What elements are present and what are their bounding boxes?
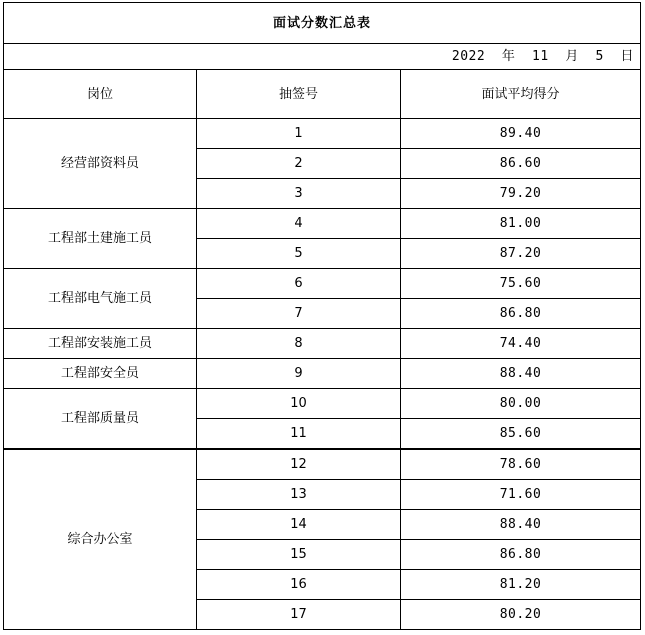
average-score-cell: 81.00 bbox=[401, 209, 641, 239]
date-year-unit: 年 bbox=[501, 49, 516, 64]
lot-number-cell: 4 bbox=[197, 209, 401, 239]
date-month-unit: 月 bbox=[565, 49, 579, 64]
average-score-cell: 89.40 bbox=[401, 119, 641, 149]
position-cell: 工程部质量员 bbox=[4, 389, 197, 450]
average-score-cell: 81.20 bbox=[401, 570, 641, 600]
date-month: 11 bbox=[532, 49, 549, 64]
date-year: 2022 bbox=[451, 49, 486, 64]
table-title: 面试分数汇总表 bbox=[4, 3, 641, 44]
lot-number-cell: 9 bbox=[197, 359, 401, 389]
lot-number-cell: 1 bbox=[197, 119, 401, 149]
average-score-cell: 80.00 bbox=[401, 389, 641, 419]
average-score-cell: 86.80 bbox=[401, 299, 641, 329]
average-score-cell: 75.60 bbox=[401, 269, 641, 299]
average-score-cell: 87.20 bbox=[401, 239, 641, 269]
average-score-cell: 86.60 bbox=[401, 149, 641, 179]
table-row bbox=[4, 359, 641, 389]
lot-number-cell: 7 bbox=[197, 299, 401, 329]
position-cell: 工程部电气施工员 bbox=[4, 269, 197, 329]
table-row bbox=[4, 389, 641, 419]
average-score-cell: 86.80 bbox=[401, 540, 641, 570]
lot-number-cell: 12 bbox=[197, 449, 401, 480]
average-score-cell: 88.40 bbox=[401, 359, 641, 389]
date-cell bbox=[4, 44, 641, 70]
date-row bbox=[4, 44, 641, 70]
average-score-cell: 80.20 bbox=[401, 600, 641, 630]
header-lot-number: 抽签号 bbox=[197, 70, 401, 119]
lot-number-cell: 13 bbox=[197, 480, 401, 510]
date-day: 5 bbox=[595, 49, 604, 64]
header-position: 岗位 bbox=[4, 70, 197, 119]
table-row bbox=[4, 269, 641, 299]
average-score-cell: 85.60 bbox=[401, 419, 641, 450]
interview-score-table bbox=[3, 2, 641, 630]
table-row bbox=[4, 329, 641, 359]
lot-number-cell: 17 bbox=[197, 600, 401, 630]
average-score-cell: 78.60 bbox=[401, 449, 641, 480]
header-average-score: 面试平均得分 bbox=[401, 70, 641, 119]
table-row bbox=[4, 209, 641, 239]
date-day-unit: 日 bbox=[620, 49, 635, 64]
lot-number-cell: 14 bbox=[197, 510, 401, 540]
lot-number-cell: 11 bbox=[197, 419, 401, 450]
lot-number-cell: 16 bbox=[197, 570, 401, 600]
average-score-cell: 88.40 bbox=[401, 510, 641, 540]
average-score-cell: 79.20 bbox=[401, 179, 641, 209]
lot-number-cell: 8 bbox=[197, 329, 401, 359]
lot-number-cell: 2 bbox=[197, 149, 401, 179]
lot-number-cell: 15 bbox=[197, 540, 401, 570]
table-row bbox=[4, 119, 641, 149]
position-cell: 工程部安装施工员 bbox=[4, 329, 197, 359]
lot-number-cell: 5 bbox=[197, 239, 401, 269]
position-cell: 综合办公室 bbox=[4, 449, 197, 630]
score-table-body bbox=[4, 3, 641, 630]
average-score-cell: 71.60 bbox=[401, 480, 641, 510]
position-cell: 工程部安全员 bbox=[4, 359, 197, 389]
position-cell: 经营部资料员 bbox=[4, 119, 197, 209]
header-row bbox=[4, 70, 641, 119]
title-row bbox=[4, 3, 641, 44]
lot-number-cell: 6 bbox=[197, 269, 401, 299]
average-score-cell: 74.40 bbox=[401, 329, 641, 359]
position-cell: 工程部土建施工员 bbox=[4, 209, 197, 269]
table-row bbox=[4, 449, 641, 480]
lot-number-cell: 10 bbox=[197, 389, 401, 419]
lot-number-cell: 3 bbox=[197, 179, 401, 209]
